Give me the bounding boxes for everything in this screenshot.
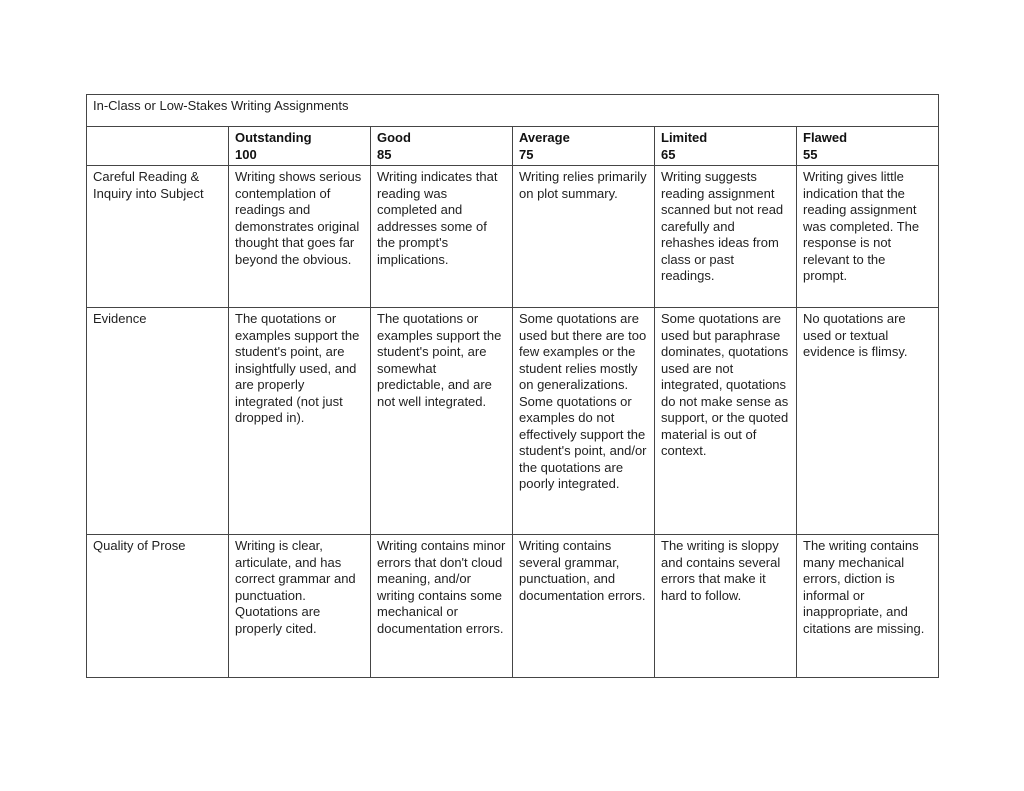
title-row <box>87 95 939 127</box>
rubric-row-quality-of-prose <box>87 535 939 678</box>
cell-quality-of-prose-outstanding: Writing is clear, articulate, and has correct grammar and punctuation. Quotations are properly cited. <box>229 535 371 678</box>
column-header-good <box>371 127 513 166</box>
row-label-careful-reading: Careful Reading & Inquiry into Subject <box>87 166 229 308</box>
column-header-outstanding <box>229 127 371 166</box>
column-header-row <box>87 127 939 166</box>
rubric-row-evidence <box>87 308 939 535</box>
column-label: Outstanding <box>235 130 312 145</box>
cell-evidence-good: The quotations or examples support the student's point, are somewhat predictable, and are not well integrated. <box>371 308 513 535</box>
cell-careful-reading-outstanding: Writing shows serious contemplation of readings and demonstrates original thought that goes far beyond the obvious. <box>229 166 371 308</box>
rubric-table <box>86 94 939 678</box>
column-label: Good <box>377 130 411 145</box>
cell-evidence-flawed: No quotations are used or textual evidence is flimsy. <box>797 308 939 535</box>
cell-careful-reading-average: Writing relies primarily on plot summary. <box>513 166 655 308</box>
row-label-quality-of-prose: Quality of Prose <box>87 535 229 678</box>
column-header-flawed <box>797 127 939 166</box>
cell-careful-reading-limited: Writing suggests reading assignment scanned but not read carefully and rehashes ideas from class or past readings. <box>655 166 797 308</box>
column-score: 65 <box>661 146 676 162</box>
cell-quality-of-prose-flawed: The writing contains many mechanical errors, diction is informal or inappropriate, and citations are missing. <box>797 535 939 678</box>
cell-careful-reading-good: Writing indicates that reading was completed and addresses some of the prompt's implications. <box>371 166 513 308</box>
column-header-limited <box>655 127 797 166</box>
column-score: 75 <box>519 146 534 162</box>
column-score: 55 <box>803 146 818 162</box>
cell-evidence-limited: Some quotations are used but paraphrase dominates, quotations used are not integrated, quotations do not make sense as support, or the quoted material is out of context. <box>655 308 797 535</box>
rubric-row-careful-reading <box>87 166 939 308</box>
row-label-evidence: Evidence <box>87 308 229 535</box>
column-label: Limited <box>661 130 708 145</box>
cell-quality-of-prose-good: Writing contains minor errors that don't cloud meaning, and/or writing contains some mechanical or documentation errors. <box>371 535 513 678</box>
column-header-average <box>513 127 655 166</box>
cell-evidence-outstanding: The quotations or examples support the student's point, are insightfully used, and are properly integrated (not just dropped in). <box>229 308 371 535</box>
cell-quality-of-prose-average: Writing contains several grammar, punctuation, and documentation errors. <box>513 535 655 678</box>
table-title: In-Class or Low-Stakes Writing Assignments <box>87 95 939 127</box>
column-score: 85 <box>377 146 392 162</box>
column-label: Flawed <box>803 130 848 145</box>
cell-quality-of-prose-limited: The writing is sloppy and contains several errors that make it hard to follow. <box>655 535 797 678</box>
cell-careful-reading-flawed: Writing gives little indication that the reading assignment was completed. The response is not relevant to the prompt. <box>797 166 939 308</box>
column-score: 100 <box>235 146 257 162</box>
header-empty-cell <box>87 127 229 166</box>
column-label: Average <box>519 130 570 145</box>
cell-evidence-average: Some quotations are used but there are too few examples or the student relies mostly on generalizations. Some quotations or examples do not effectively support the student's point, and/or the quotations are poorly integrated. <box>513 308 655 535</box>
